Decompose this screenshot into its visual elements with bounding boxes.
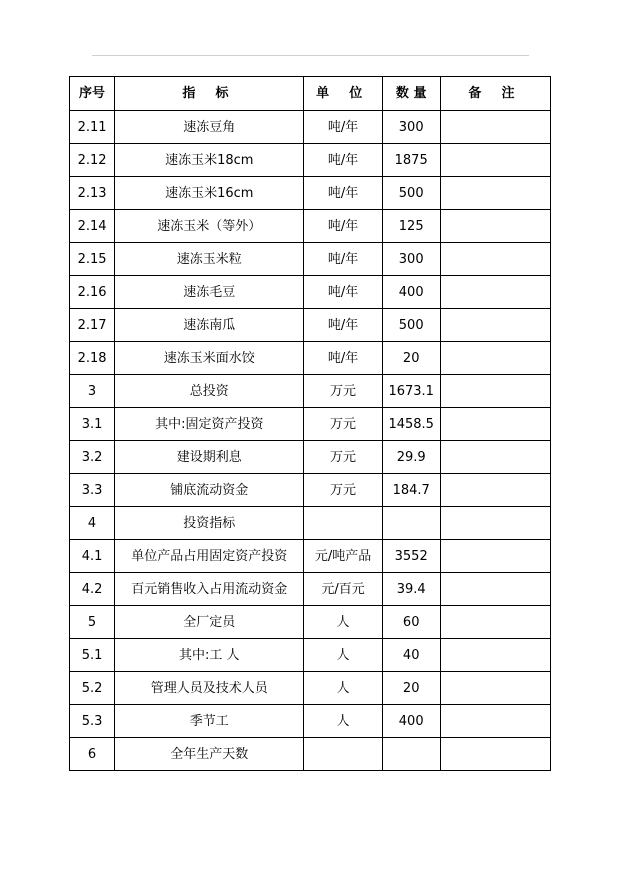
cell-unit [304,738,382,771]
cell-unit: 吨/年 [304,177,382,210]
table-row [70,738,551,771]
cell-unit: 吨/年 [304,210,382,243]
cell-indicator: 建设期利息 [115,441,304,474]
cell-seq: 4.2 [70,573,115,606]
table-row [70,375,551,408]
table-row [70,177,551,210]
cell-quantity: 400 [382,705,440,738]
cell-quantity: 40 [382,639,440,672]
table-row [70,540,551,573]
cell-seq: 4.1 [70,540,115,573]
cell-remarks [440,507,550,540]
cell-seq: 2.17 [70,309,115,342]
cell-quantity: 500 [382,309,440,342]
cell-seq: 5 [70,606,115,639]
cell-remarks [440,672,550,705]
cell-quantity: 3552 [382,540,440,573]
cell-unit: 吨/年 [304,309,382,342]
cell-seq: 2.11 [70,111,115,144]
cell-seq: 4 [70,507,115,540]
cell-quantity: 39.4 [382,573,440,606]
cell-indicator: 速冻豆角 [115,111,304,144]
cell-indicator: 其中:工 人 [115,639,304,672]
cell-remarks [440,606,550,639]
cell-indicator: 速冻玉米16cm [115,177,304,210]
cell-indicator: 铺底流动资金 [115,474,304,507]
table-row [70,639,551,672]
cell-seq: 5.2 [70,672,115,705]
cell-quantity [382,507,440,540]
cell-quantity: 300 [382,111,440,144]
header-quantity: 数 量 [382,77,440,111]
cell-quantity: 125 [382,210,440,243]
cell-indicator: 投资指标 [115,507,304,540]
table-row [70,111,551,144]
cell-remarks [440,342,550,375]
cell-seq: 2.15 [70,243,115,276]
cell-indicator: 总投资 [115,375,304,408]
cell-seq: 2.14 [70,210,115,243]
cell-unit: 人 [304,672,382,705]
cell-unit: 吨/年 [304,243,382,276]
table-header-row [70,77,551,111]
cell-seq: 2.16 [70,276,115,309]
cell-indicator: 速冻玉米粒 [115,243,304,276]
table-row [70,672,551,705]
cell-remarks [440,375,550,408]
cell-indicator: 速冻毛豆 [115,276,304,309]
cell-quantity: 20 [382,342,440,375]
cell-remarks [440,639,550,672]
cell-indicator: 百元销售收入占用流动资金 [115,573,304,606]
cell-indicator: 季节工 [115,705,304,738]
cell-quantity: 300 [382,243,440,276]
cell-remarks [440,243,550,276]
table-row [70,507,551,540]
table-row [70,210,551,243]
cell-seq: 2.12 [70,144,115,177]
cell-unit: 万元 [304,441,382,474]
cell-remarks [440,738,550,771]
table-row [70,441,551,474]
cell-indicator: 速冻玉米18cm [115,144,304,177]
cell-remarks [440,177,550,210]
table-row [70,705,551,738]
cell-remarks [440,210,550,243]
cell-seq: 5.1 [70,639,115,672]
cell-unit: 万元 [304,408,382,441]
cell-unit: 元/百元 [304,573,382,606]
table-row [70,408,551,441]
cell-quantity: 1673.1 [382,375,440,408]
table-row [70,342,551,375]
cell-unit: 人 [304,705,382,738]
cell-indicator: 单位产品占用固定资产投资 [115,540,304,573]
cell-quantity: 184.7 [382,474,440,507]
cell-indicator: 全厂定员 [115,606,304,639]
cell-seq: 2.18 [70,342,115,375]
cell-quantity [382,738,440,771]
cell-quantity: 20 [382,672,440,705]
header-seq: 序号 [70,77,115,111]
header-rule [92,55,529,56]
cell-seq: 2.13 [70,177,115,210]
cell-unit: 吨/年 [304,111,382,144]
cell-indicator: 速冻玉米面水饺 [115,342,304,375]
cell-remarks [440,111,550,144]
cell-remarks [440,144,550,177]
cell-quantity: 400 [382,276,440,309]
cell-quantity: 500 [382,177,440,210]
header-indicator: 指 标 [115,77,304,111]
table-row [70,606,551,639]
cell-quantity: 29.9 [382,441,440,474]
cell-seq: 3.2 [70,441,115,474]
table-row [70,309,551,342]
cell-unit: 吨/年 [304,144,382,177]
cell-indicator: 速冻玉米（等外） [115,210,304,243]
cell-remarks [440,540,550,573]
cell-quantity: 1875 [382,144,440,177]
cell-seq: 5.3 [70,705,115,738]
header-unit: 单 位 [304,77,382,111]
cell-seq: 6 [70,738,115,771]
cell-remarks [440,705,550,738]
header-remarks: 备 注 [440,77,550,111]
cell-indicator: 管理人员及技术人员 [115,672,304,705]
cell-quantity: 1458.5 [382,408,440,441]
cell-unit: 万元 [304,474,382,507]
table-row [70,573,551,606]
cell-remarks [440,276,550,309]
indicator-table [69,76,551,771]
cell-unit: 人 [304,606,382,639]
cell-seq: 3.3 [70,474,115,507]
cell-quantity: 60 [382,606,440,639]
cell-indicator: 全年生产天数 [115,738,304,771]
table-row [70,144,551,177]
cell-remarks [440,309,550,342]
cell-unit: 吨/年 [304,276,382,309]
cell-unit: 吨/年 [304,342,382,375]
cell-seq: 3.1 [70,408,115,441]
cell-seq: 3 [70,375,115,408]
cell-unit: 人 [304,639,382,672]
cell-remarks [440,474,550,507]
table-row [70,474,551,507]
table-row [70,243,551,276]
cell-unit [304,507,382,540]
cell-remarks [440,573,550,606]
cell-unit: 万元 [304,375,382,408]
table-row [70,276,551,309]
cell-indicator: 其中:固定资产投资 [115,408,304,441]
cell-remarks [440,408,550,441]
cell-indicator: 速冻南瓜 [115,309,304,342]
cell-remarks [440,441,550,474]
cell-unit: 元/吨产品 [304,540,382,573]
